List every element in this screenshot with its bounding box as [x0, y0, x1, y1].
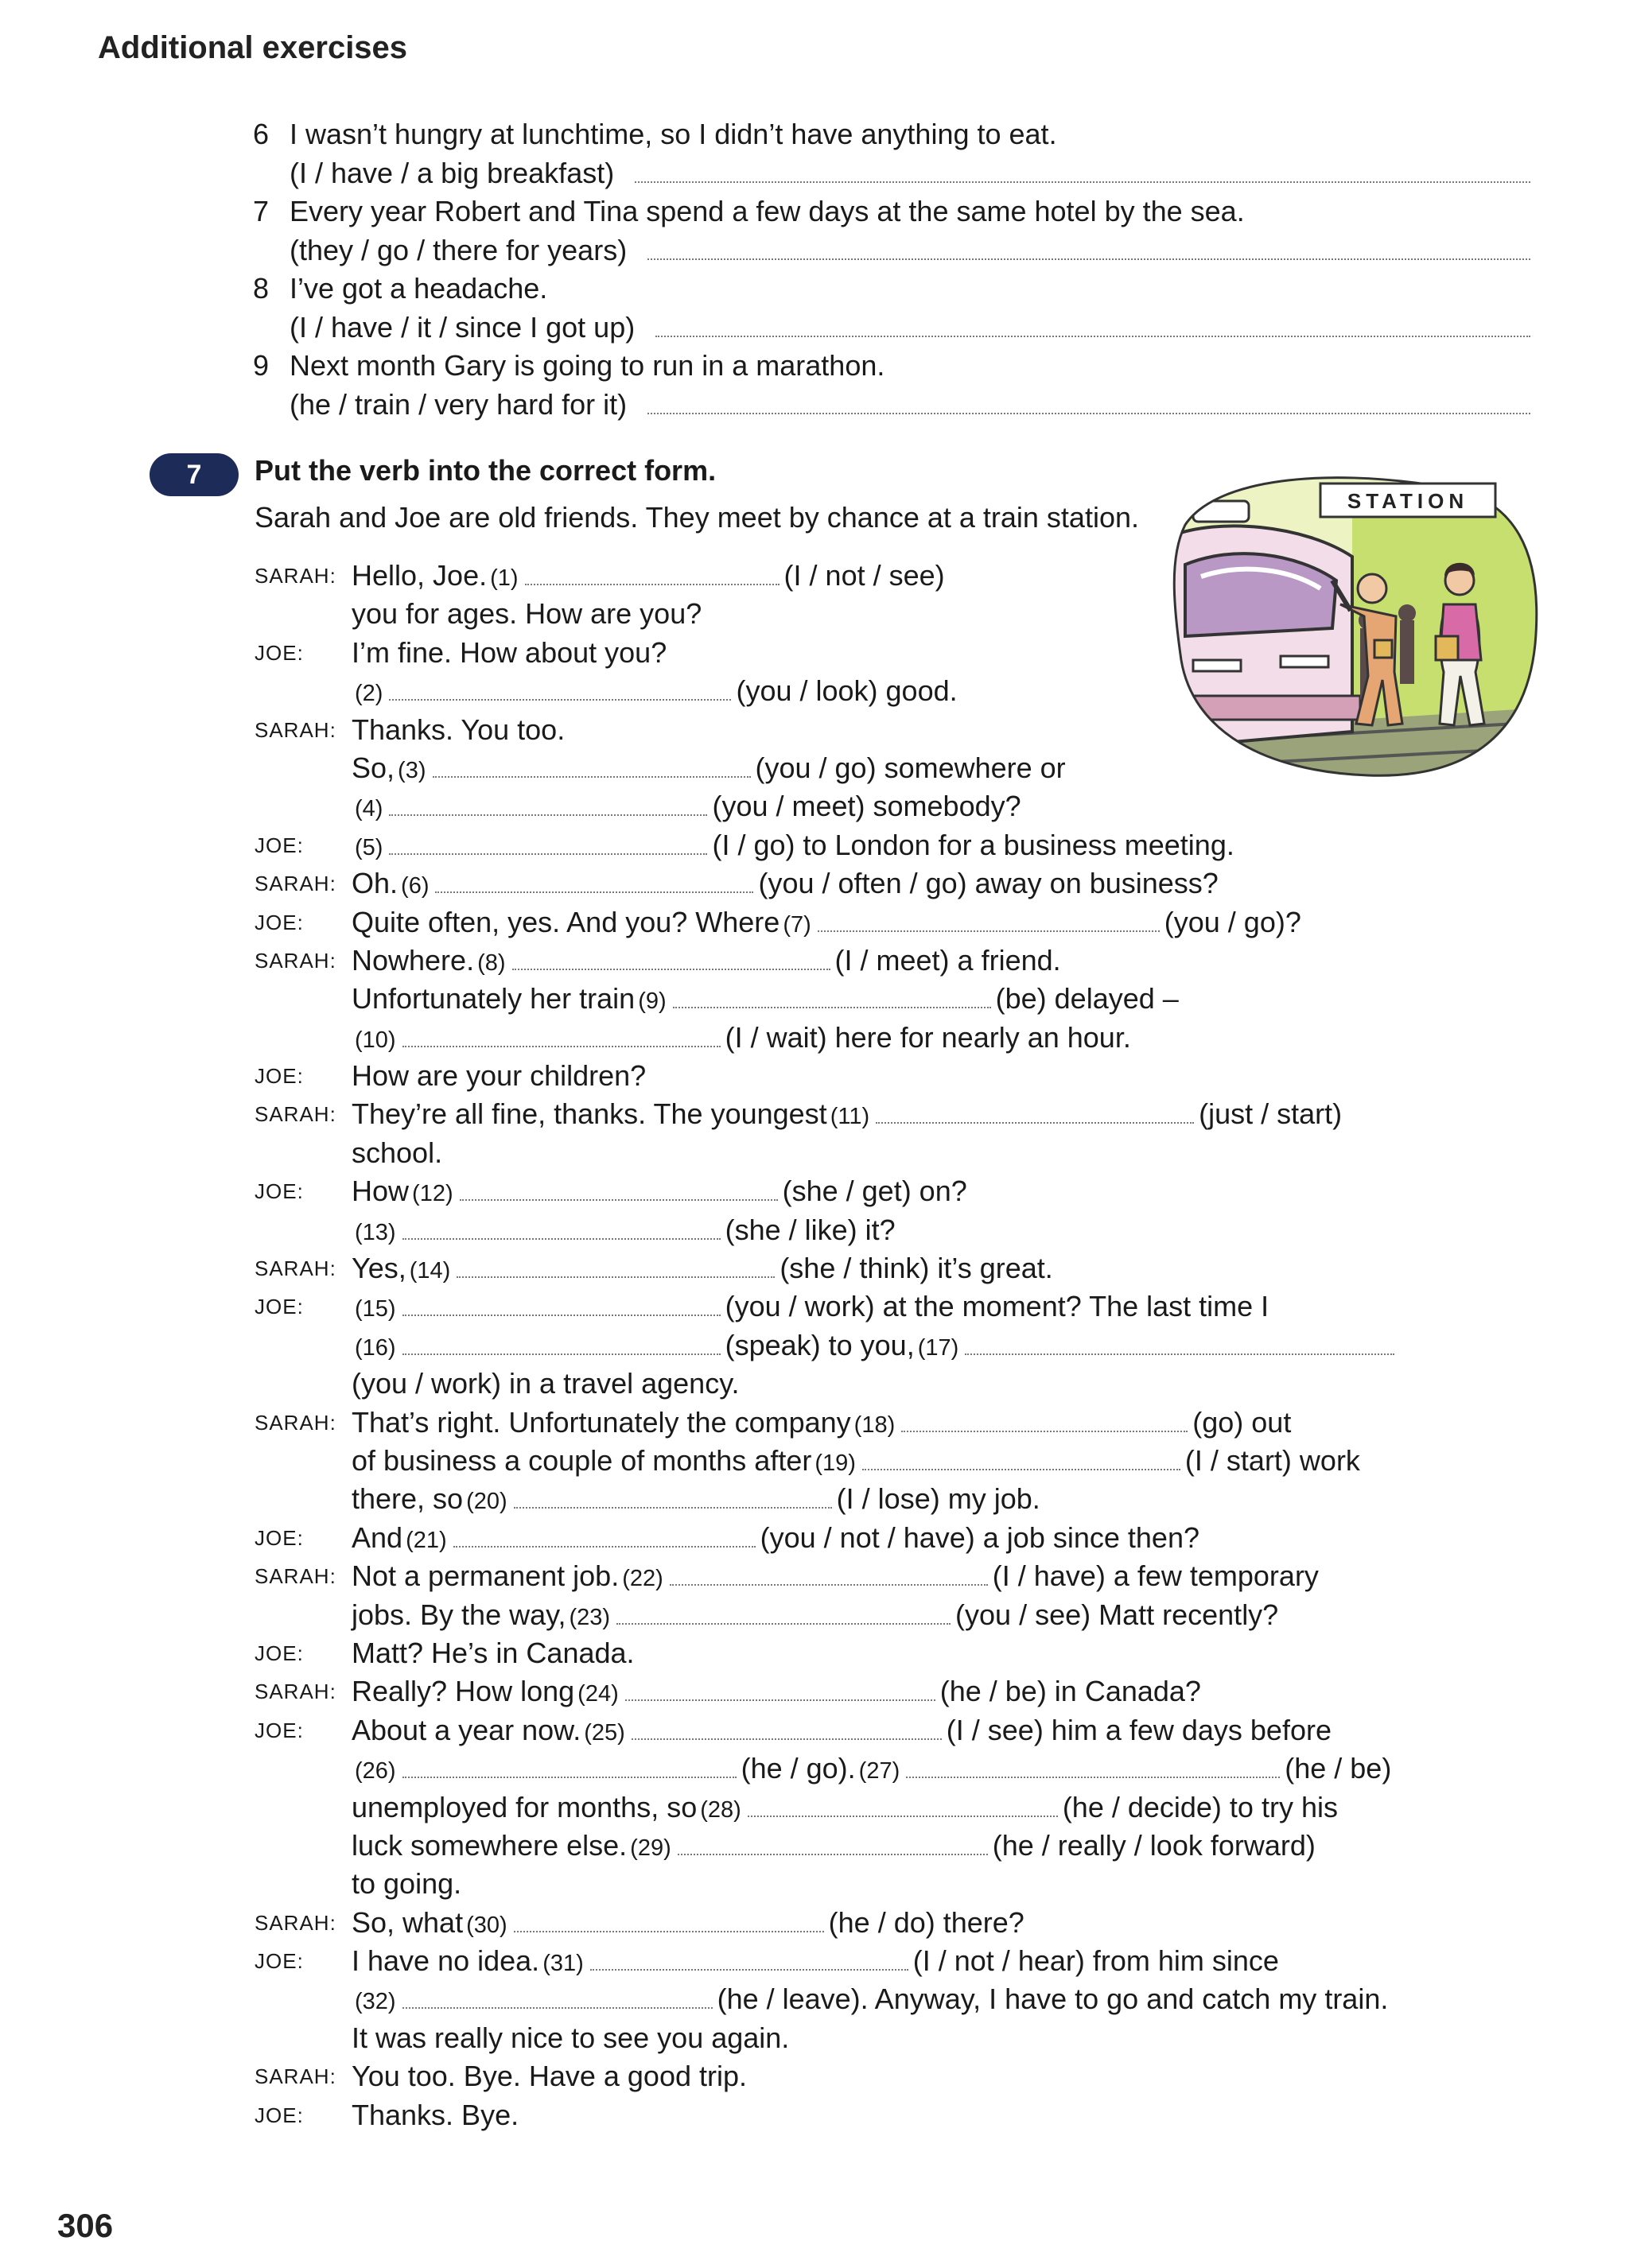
dialogue-line: [255, 557, 1543, 595]
line-content: [352, 1211, 896, 1252]
line-content: [352, 864, 1219, 905]
page-number: 306: [57, 2207, 114, 2244]
line-text: to going.: [352, 1867, 462, 1901]
dialogue-line: [255, 1827, 1543, 1865]
speaker-label: SARAH:: [255, 1410, 336, 1435]
line-text: So, what: [352, 1905, 464, 1939]
line-text: luck somewhere else.: [352, 1828, 628, 1862]
line-content: [352, 2096, 519, 2134]
answer-blank[interactable]: [590, 1948, 908, 1971]
line-text: Oh.: [352, 867, 399, 900]
item-prompt-line: [290, 309, 1535, 348]
verb-prompt: (he / be) in Canada?: [939, 1675, 1201, 1708]
speaker-label: SARAH:: [255, 1680, 336, 1704]
line-text: you for ages. How are you?: [352, 597, 702, 631]
line-content: [352, 634, 667, 672]
line-content: [352, 1634, 635, 1672]
gap-number: (18): [853, 1412, 896, 1438]
verb-prompt: (she / like) it?: [725, 1213, 896, 1246]
line-content: [352, 1287, 1269, 1328]
answer-blank[interactable]: [402, 1025, 721, 1047]
speaker-label: JOE:: [255, 1525, 304, 1550]
exercise-6-continuation: [253, 115, 1535, 424]
answer-blank[interactable]: [876, 1101, 1194, 1124]
gap-number: (21): [406, 1527, 447, 1553]
dialogue-line: [255, 1480, 1543, 1518]
speaker-label: JOE:: [255, 640, 304, 665]
item-prompt-line: [290, 386, 1535, 425]
answer-blank[interactable]: [389, 794, 707, 816]
answer-blank[interactable]: [965, 1333, 1394, 1355]
verb-prompt: (she / think) it’s great.: [780, 1252, 1053, 1285]
item-number: 9: [253, 349, 270, 382]
line-content: [352, 1442, 1360, 1482]
line-content: [352, 942, 1061, 982]
line-text: Not a permanent job.: [352, 1559, 620, 1593]
dialogue-line: [255, 1750, 1543, 1788]
station-sign: STATION: [1347, 489, 1469, 513]
item-number: 7: [253, 195, 270, 227]
dialogue-line: [255, 1134, 1543, 1172]
dialogue-line: [255, 864, 1543, 903]
dialogue-line: [255, 1557, 1543, 1595]
line-text: (you / work) in a travel agency.: [352, 1367, 740, 1400]
line-content: [352, 1249, 1053, 1290]
gap-number: (14): [409, 1258, 451, 1284]
gap-number: (30): [466, 1912, 507, 1938]
line-text: school.: [352, 1136, 443, 1169]
answer-blank[interactable]: [673, 986, 991, 1008]
dialogue-line: [255, 1211, 1543, 1249]
gap-number: (25): [584, 1719, 625, 1746]
gap-number: (13): [355, 1219, 396, 1245]
exercise-intro: Sarah and Joe are old friends. They meet by chance at a train station.: [255, 501, 1139, 534]
answer-blank[interactable]: [655, 312, 1530, 337]
line-text: Thanks. Bye.: [352, 2098, 519, 2131]
dialogue-line: [255, 1711, 1543, 1750]
line-text: there, so: [352, 1482, 464, 1516]
item-prompt: (I / have / it / since I got up): [290, 310, 636, 344]
verb-prompt: (he / do) there?: [828, 1905, 1024, 1939]
answer-blank[interactable]: [670, 1563, 988, 1586]
gap-number: (2): [355, 681, 383, 707]
verb-prompt: (go) out: [1192, 1405, 1292, 1439]
verb-prompt: (I / meet) a friend.: [834, 943, 1061, 977]
speaker-label: JOE:: [255, 1179, 304, 1204]
verb-prompt: (she / get) on?: [782, 1175, 967, 1208]
gap-number: (17): [917, 1334, 959, 1361]
gap-number: (20): [466, 1489, 507, 1515]
dialogue-line: [255, 1057, 1543, 1095]
dialogue-line: [255, 1865, 1543, 1903]
answer-blank[interactable]: [748, 1795, 1058, 1817]
dialogue-line: [255, 1519, 1543, 1557]
line-content: [352, 1827, 1316, 1867]
line-text: Thanks. You too.: [352, 713, 566, 746]
verb-prompt: (he / be): [1285, 1752, 1392, 1785]
dialogue-line: [255, 595, 1543, 633]
answer-blank[interactable]: [457, 1256, 775, 1278]
answer-blank[interactable]: [389, 678, 731, 701]
exercise-item: [253, 115, 1535, 192]
gap-number: (7): [783, 911, 811, 938]
answer-blank[interactable]: [389, 833, 707, 855]
line-content: [352, 1480, 1040, 1520]
line-text: You too. Bye. Have a good trip.: [352, 2060, 748, 2093]
line-content: [352, 1019, 1131, 1059]
speaker-label: JOE:: [255, 1718, 304, 1742]
line-content: [352, 557, 945, 597]
dialogue-line: [255, 1365, 1543, 1403]
answer-blank[interactable]: [514, 1910, 824, 1932]
answer-blank[interactable]: [402, 1986, 713, 2009]
line-text: Really? How long: [352, 1675, 575, 1708]
answer-blank[interactable]: [433, 755, 751, 778]
item-prompt-line: [290, 154, 1535, 193]
gap-number: (27): [858, 1758, 900, 1784]
speaker-label: JOE:: [255, 833, 304, 857]
dialogue-line: [255, 2096, 1543, 2134]
answer-blank[interactable]: [525, 563, 780, 585]
line-text: How are your children?: [352, 1059, 647, 1093]
line-content: [352, 903, 1301, 944]
verb-prompt: (be) delayed –: [995, 982, 1179, 1016]
line-text: About a year now.: [352, 1713, 581, 1746]
line-text: Unfortunately her train: [352, 982, 636, 1016]
gap-number: (12): [412, 1181, 453, 1207]
line-content: [352, 1095, 1342, 1136]
verb-prompt: (I / not / hear) from him since: [912, 1944, 1279, 1978]
line-text: of business a couple of months after: [352, 1443, 812, 1477]
item-prompt: (they / go / there for years): [290, 233, 628, 266]
line-content: [352, 1404, 1291, 1444]
answer-blank[interactable]: [514, 1486, 832, 1509]
dialogue-line: [255, 1019, 1543, 1057]
answer-blank[interactable]: [512, 948, 830, 970]
verb-prompt: (I / wait) here for nearly an hour.: [725, 1020, 1131, 1054]
line-text: jobs. By the way,: [352, 1598, 566, 1631]
line-text: How: [352, 1175, 410, 1208]
line-content: [352, 2057, 747, 2095]
dialogue-line: [255, 1404, 1543, 1442]
answer-blank[interactable]: [632, 1718, 942, 1740]
verb-prompt: (you / often / go) away on business?: [758, 867, 1219, 900]
dialogue-line: [255, 1596, 1543, 1634]
speaker-label: JOE:: [255, 1949, 304, 1974]
line-text: So,: [352, 751, 395, 784]
line-content: [352, 1750, 1391, 1790]
line-text: Yes,: [352, 1252, 406, 1285]
gap-number: (16): [355, 1334, 396, 1361]
line-content: [352, 787, 1021, 828]
line-text: I have no idea.: [352, 1944, 540, 1978]
dialogue: [255, 557, 1543, 2134]
line-text: I’m fine. How about you?: [352, 635, 667, 669]
dialogue-line: [255, 1172, 1543, 1210]
gap-number: (4): [355, 796, 383, 822]
answer-blank[interactable]: [862, 1448, 1180, 1470]
line-text: They’re all fine, thanks. The youngest: [352, 1097, 827, 1131]
speaker-label: SARAH:: [255, 948, 336, 973]
item-number: 8: [253, 272, 270, 305]
dialogue-line: [255, 1980, 1543, 2018]
verb-prompt: (he / go).: [741, 1752, 856, 1785]
dialogue-line: [255, 1095, 1543, 1133]
gap-number: (3): [398, 757, 426, 783]
answer-blank[interactable]: [453, 1525, 756, 1548]
line-content: [352, 672, 958, 713]
gap-number: (28): [700, 1796, 741, 1823]
dialogue-line: [255, 980, 1543, 1018]
dialogue-line: [255, 1904, 1543, 1942]
verb-prompt: (I / not / see): [783, 559, 945, 592]
verb-prompt: (he / leave). Anyway, I have to go and catch my train.: [717, 1983, 1389, 2016]
answer-blank[interactable]: [402, 1333, 721, 1355]
speaker-label: JOE:: [255, 1295, 304, 1319]
gap-number: (31): [542, 1951, 584, 1977]
answer-blank[interactable]: [635, 157, 1530, 183]
line-content: [352, 1365, 740, 1403]
line-text: Nowhere.: [352, 943, 475, 977]
speaker-label: SARAH:: [255, 1564, 336, 1589]
item-prompt: (I / have / a big breakfast): [290, 156, 615, 189]
verb-prompt: (you / look) good.: [736, 674, 958, 708]
speaker-label: SARAH:: [255, 564, 336, 588]
line-text: Hello, Joe.: [352, 559, 488, 592]
gap-number: (11): [830, 1104, 870, 1130]
dialogue-line: [255, 749, 1543, 787]
item-text: I wasn’t hungry at lunchtime, so I didn’t have anything to eat.: [290, 118, 1057, 150]
answer-blank[interactable]: [402, 1217, 721, 1240]
speaker-label: JOE:: [255, 1064, 304, 1089]
line-content: [352, 1519, 1199, 1559]
line-content: [352, 1557, 1319, 1598]
speaker-label: SARAH:: [255, 717, 336, 742]
speaker-label: SARAH:: [255, 1256, 336, 1281]
dialogue-line: [255, 903, 1543, 942]
answer-blank[interactable]: [435, 871, 753, 893]
line-content: [352, 1865, 461, 1903]
exercise-item: [253, 270, 1535, 347]
line-content: [352, 1057, 646, 1095]
answer-blank[interactable]: [818, 910, 1160, 932]
answer-blank[interactable]: [906, 1756, 1280, 1778]
answer-blank[interactable]: [402, 1294, 721, 1316]
answer-blank[interactable]: [647, 389, 1530, 414]
line-content: [352, 1942, 1279, 1983]
item-prompt: (he / train / very hard for it): [290, 387, 628, 421]
line-text: Matt? He’s in Canada.: [352, 1636, 635, 1669]
dialogue-line: [255, 1788, 1543, 1827]
dialogue-line: [255, 826, 1543, 864]
verb-prompt: (you / not / have) a job since then?: [760, 1520, 1199, 1554]
item-number: 6: [253, 118, 270, 150]
line-content: [352, 1172, 967, 1213]
gap-number: (8): [477, 950, 506, 976]
exercise-item: [253, 347, 1535, 424]
gap-number: (10): [355, 1027, 396, 1053]
speaker-label: JOE:: [255, 910, 304, 934]
answer-blank[interactable]: [647, 235, 1530, 260]
dialogue-line: [255, 672, 1543, 710]
gap-number: (15): [355, 1296, 396, 1322]
dialogue-line: [255, 1442, 1543, 1480]
line-content: [352, 595, 702, 633]
answer-blank[interactable]: [460, 1179, 778, 1201]
dialogue-line: [255, 1942, 1543, 1980]
dialogue-line: [255, 1287, 1543, 1326]
dialogue-line: [255, 1249, 1543, 1287]
verb-prompt: (I / have) a few temporary: [992, 1559, 1319, 1593]
line-content: [352, 1326, 1399, 1367]
dialogue-line: [255, 2019, 1543, 2057]
line-content: [352, 1904, 1024, 1944]
gap-number: (24): [577, 1681, 619, 1707]
gap-number: (29): [630, 1835, 671, 1861]
answer-blank[interactable]: [616, 1602, 951, 1625]
line-content: [352, 1980, 1388, 2021]
verb-prompt: (speak) to you,: [725, 1328, 915, 1361]
gap-number: (6): [401, 873, 430, 899]
line-content: [352, 1788, 1338, 1829]
dialogue-line: [255, 1326, 1543, 1365]
line-content: [352, 749, 1066, 790]
item-text: Every year Robert and Tina spend a few days at the same hotel by the sea.: [290, 195, 1245, 227]
verb-prompt: (I / start) work: [1184, 1443, 1360, 1477]
line-text: unemployed for months, so: [352, 1790, 698, 1823]
dialogue-line: [255, 942, 1543, 980]
line-content: [352, 1134, 442, 1172]
gap-number: (19): [814, 1450, 856, 1476]
line-text: And: [352, 1520, 403, 1554]
answer-blank[interactable]: [901, 1410, 1188, 1432]
verb-prompt: (you / work) at the moment? The last time I: [725, 1290, 1269, 1323]
line-text: It was really nice to see you again.: [352, 2021, 790, 2054]
gap-number: (23): [569, 1604, 611, 1630]
verb-prompt: (he / decide) to try his: [1062, 1790, 1338, 1823]
line-text: That’s right. Unfortunately the company: [352, 1405, 851, 1439]
verb-prompt: (I / lose) my job.: [836, 1482, 1040, 1516]
dialogue-line: [255, 1634, 1543, 1672]
answer-blank[interactable]: [625, 1679, 935, 1701]
line-content: [352, 980, 1179, 1020]
verb-prompt: (he / really / look forward): [992, 1828, 1316, 1862]
speaker-label: JOE:: [255, 1641, 304, 1665]
answer-blank[interactable]: [678, 1833, 988, 1855]
verb-prompt: (you / go)?: [1164, 905, 1301, 938]
gap-number: (32): [355, 1989, 396, 2015]
speaker-label: SARAH:: [255, 1910, 336, 1935]
line-content: [352, 1711, 1332, 1752]
verb-prompt: (I / see) him a few days before: [946, 1713, 1332, 1746]
dialogue-line: [255, 1672, 1543, 1711]
line-text: Quite often, yes. And you? Where: [352, 905, 780, 938]
line-content: [352, 1672, 1201, 1713]
gap-number: (9): [638, 988, 667, 1015]
verb-prompt: (you / meet) somebody?: [712, 790, 1021, 823]
verb-prompt: (you / see) Matt recently?: [955, 1598, 1279, 1631]
gap-number: (26): [355, 1758, 396, 1784]
line-content: [352, 1596, 1278, 1637]
line-content: [352, 711, 565, 749]
speaker-label: JOE:: [255, 2103, 304, 2127]
gap-number: (5): [355, 834, 383, 860]
dialogue-line: [255, 2057, 1543, 2095]
answer-blank[interactable]: [402, 1756, 737, 1778]
line-content: [352, 2019, 789, 2057]
item-prompt-line: [290, 231, 1535, 270]
verb-prompt: (just / start): [1199, 1097, 1343, 1131]
dialogue-line: [255, 634, 1543, 672]
item-text: I’ve got a headache.: [290, 272, 548, 305]
exercise-number-badge: 7: [150, 453, 239, 496]
exercise-item: [253, 192, 1535, 270]
exercise-instruction: Put the verb into the correct form.: [255, 454, 717, 487]
dialogue-line: [255, 787, 1543, 825]
verb-prompt: (you / go) somewhere or: [755, 751, 1066, 784]
gap-number: (22): [622, 1566, 663, 1592]
gap-number: (1): [490, 565, 519, 591]
line-content: [352, 826, 1234, 867]
speaker-label: SARAH:: [255, 872, 336, 896]
page-title: Additional exercises: [98, 30, 408, 65]
verb-prompt: (I / go) to London for a business meeting.: [712, 828, 1234, 861]
speaker-label: SARAH:: [255, 2064, 336, 2089]
dialogue-line: [255, 711, 1543, 749]
speaker-label: SARAH:: [255, 1102, 336, 1127]
item-text: Next month Gary is going to run in a marathon.: [290, 349, 885, 382]
